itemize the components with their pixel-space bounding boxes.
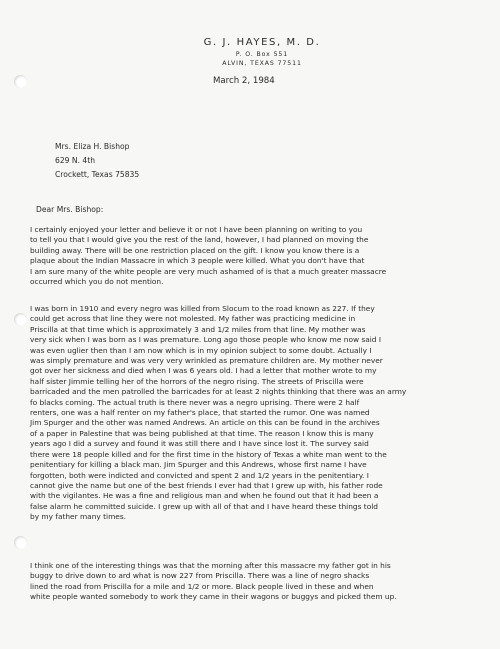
paragraph-line: with the vigilantes. He was a fine and religious man and when he found out that it had been a (30, 491, 379, 501)
paragraph-line: Priscilla at that time which is approximately 3 and 1/2 miles from that line. My mother was (30, 324, 366, 334)
paragraph-line: of a paper in Palestine that was being published at that time. The reason I know this is many (30, 428, 374, 438)
paragraph-line: years ago I did a survey and found it was still there and I have since lost it. The survey said (30, 439, 369, 449)
paragraph-line: false alarm he committed suicide. I grew up with all of that and I have heard these things told (30, 501, 378, 511)
body-paragraph (30, 304, 476, 523)
paragraph-line: barricaded and the men patrolled the barricades for at least 2 nights thinking that there was an army (30, 387, 407, 397)
paragraph-line: I certainly enjoyed your letter and believe it or not I have been planning on writing to you (30, 225, 363, 234)
paragraph-line: I am sure many of the white people are very much ashamed of is that a much greater massacre (30, 266, 387, 276)
body-paragraph (30, 225, 476, 287)
paragraph-line: forgotten, both were indicted and convicted and spent 2 and 1/2 years in the penitentiary. I (30, 470, 369, 480)
recipient-street: 629 N. 4th (55, 156, 96, 165)
paragraph-line: cannot give the name but one of the best friends I ever had that I grew up with, his father rode (30, 480, 383, 490)
paragraph-line: fo blacks coming. The actual truth is there never was a negro uprising. There were 2 half (30, 397, 360, 407)
recipient-city: Crockett, Texas 75835 (55, 170, 140, 179)
paragraph-line: half sister Jimmie telling her of the horrors of the negro rising. The streets of Priscilla were (30, 376, 364, 386)
letterhead-city: ALVIN, TEXAS 77511 (222, 60, 302, 67)
letterhead-po-box: P. O. Box 551 (235, 51, 289, 58)
paragraph-line: Jim Spurger and the other was named Andrews. An article on this can be found in the archives (30, 418, 380, 428)
punch-hole (14, 75, 27, 88)
paragraph-line: was even uglier then than I am now which is in my opinion subject to some doubt. Actually I (30, 345, 372, 355)
letterhead-name: G. J. HAYES, M. D. (203, 37, 321, 48)
paragraph-line: building away. There will be one restriction placed on the gift. I know you know there is a (30, 245, 360, 255)
salutation: Dear Mrs. Bishop: (36, 205, 104, 214)
paragraph-line: by my father many times. (30, 512, 127, 522)
paragraph-line: I think one of the interesting things was that the morning after this massacre my father got in his (30, 561, 391, 570)
paragraph-line: could get across that line they were not molested. My father was practicing medicine in (30, 314, 356, 324)
paragraph-line: got over her sickness and died when I was 6 years old. I had a letter that mother wrote to my (30, 366, 377, 376)
letter-date: March 2, 1984 (213, 76, 275, 86)
paragraph-line: penitentiary for killing a black man. Jim Spurger and this Andrews, whose first name I have (30, 460, 367, 470)
paragraph-line: occurred which you do not mention. (30, 277, 164, 287)
paragraph-line: was simply premature and was very very wrinkled as premature children are. My mother never (30, 356, 383, 366)
paragraph-line: to tell you that I would give you the rest of the land, however, I had planned on moving the (30, 235, 369, 245)
paragraph-line: white people wanted somebody to work they came in their wagons or buggys and picked them up. (30, 592, 397, 602)
paragraph-line: renters, one was a half renter on my father's place, that started the rumor. One was named (30, 408, 370, 418)
punch-hole (14, 536, 27, 549)
recipient-name: Mrs. Eliza H. Bishop (55, 142, 130, 151)
paragraph-line: I was born in 1910 and every negro was killed from Slocum to the road known as 227. If they (30, 304, 375, 313)
paragraph-line: there were 18 people killed and for the first time in the history of Texas a white man went to the (30, 449, 387, 459)
paragraph-line: plaque about the Indian Massacre in which 3 people were killed. What you don't have that (30, 256, 365, 266)
body-paragraph (30, 561, 476, 603)
paragraph-line: buggy to drive down to ard what is now 227 from Priscilla. There was a line of negro shacks (30, 571, 370, 581)
paragraph-line: lined the road from Priscilla for a mile and 1/2 or more. Black people lived in these and when (30, 581, 374, 591)
punch-hole (14, 313, 27, 326)
paragraph-line: very sick when I was born as I was premature. Long ago those people who know me now said I (30, 335, 382, 345)
